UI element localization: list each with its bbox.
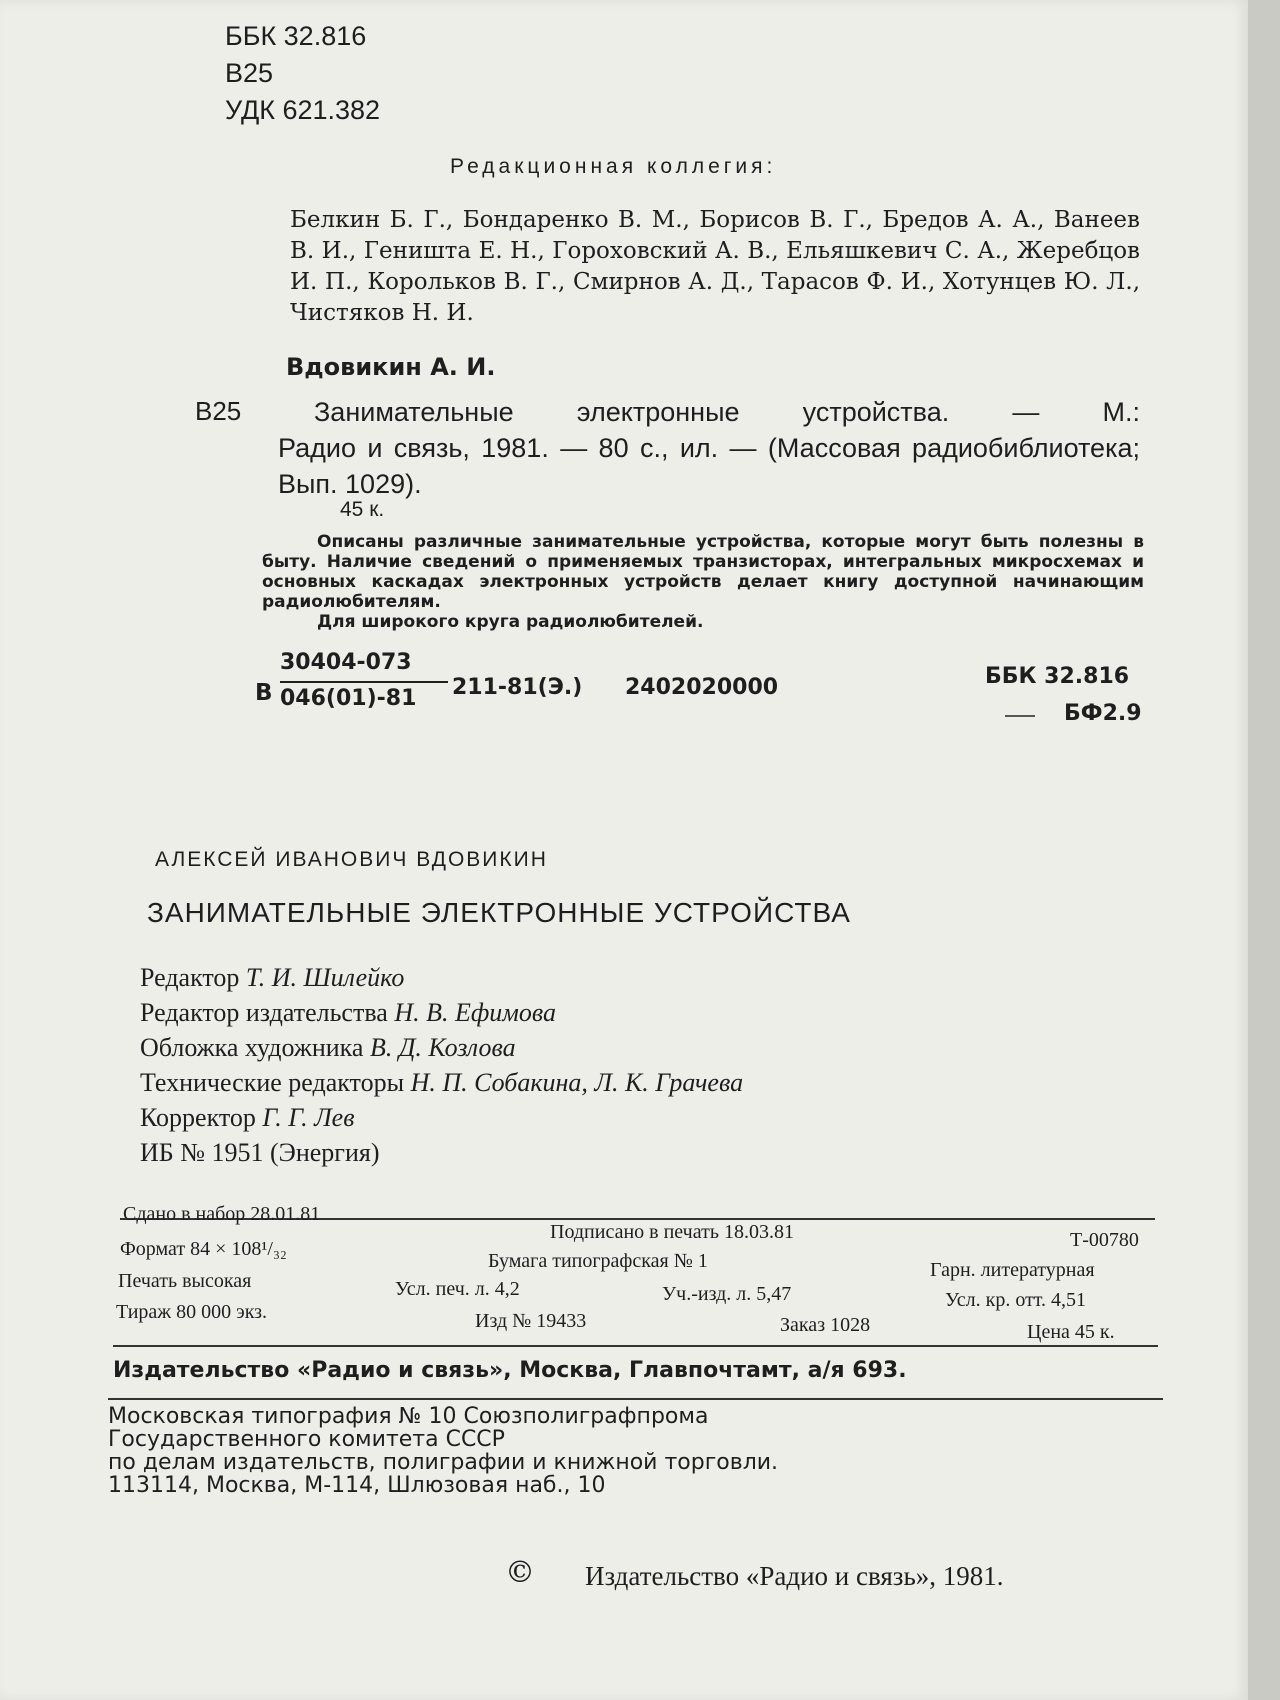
credit-name: Н. В. Ефимова — [394, 998, 557, 1027]
credit-publisher-editor — [140, 995, 743, 1030]
imprint-t-code: Т-00780 — [1070, 1229, 1139, 1251]
credit-role: Редактор — [140, 963, 240, 992]
formula-bf: БФ2.9 — [1064, 701, 1142, 726]
index-code: В25 — [225, 58, 274, 88]
formula-fraction-line — [280, 681, 448, 683]
credit-name: Г. Г. Лев — [262, 1103, 355, 1132]
publisher-address: Издательство «Радио и связь», Москва, Главпочтамт, а/я 693. — [113, 1358, 907, 1383]
bibliographic-author: Вдовикин А. И. — [286, 353, 496, 381]
bbk-code: ББК 32.816 — [225, 21, 367, 51]
printer-line-3: по делам издательств, полиграфии и книжной торговли. — [108, 1450, 779, 1475]
formula-number: 2402020000 — [625, 675, 779, 700]
formula-numerator: 30404-073 — [280, 650, 412, 675]
bibliographic-price: 45 к. — [340, 498, 385, 521]
printer-line-4: 113114, Москва, М-114, Шлюзовая наб., 10 — [108, 1473, 606, 1498]
copyright-text: Издательство «Радио и связь», 1981. — [585, 1561, 1004, 1591]
credit-proofreader — [140, 1100, 743, 1135]
imprint-usl-kr: Усл. кр. отт. 4,51 — [945, 1289, 1087, 1311]
copyright-icon: © — [505, 1555, 535, 1590]
imprint-tirazh: Тираж 80 000 экз. — [116, 1301, 268, 1323]
bibliographic-line-2: Радио и связь, 1981. — 80 с., ил. — (Массовая радиобиблиотека; Вып. 1029). — [278, 433, 1140, 499]
printer-info — [108, 1405, 778, 1497]
imprint-usl-pech: Усл. печ. л. 4,2 — [395, 1278, 520, 1300]
imprint-sent: Сдано в набор 28.01.81 — [123, 1203, 321, 1225]
imprint-printing: Печать высокая — [118, 1270, 252, 1292]
credit-tech-editors — [140, 1065, 743, 1100]
annotation — [262, 532, 1144, 632]
classification-codes — [225, 18, 380, 129]
imprint-rule-bottom — [108, 1398, 1163, 1400]
printer-line-1: Московская типография № 10 Союзполиграфпрома — [108, 1404, 709, 1429]
imprint-paper: Бумага типографская № 1 — [488, 1250, 708, 1272]
imprint-price: Цена 45 к. — [1027, 1321, 1115, 1343]
colophon-author: АЛЕКСЕЙ ИВАНОВИЧ ВДОВИКИН — [155, 848, 548, 871]
imprint-uch-izd: Уч.-изд. л. 5,47 — [662, 1283, 792, 1305]
annotation-audience: Для широкого круга радиолюбителей. — [317, 612, 704, 632]
credit-name: Н. П. Собакина, Л. К. Грачева — [410, 1068, 744, 1097]
formula-code: 211-81(Э.) — [452, 675, 583, 700]
ib-number: ИБ № 1951 (Энергия) — [140, 1138, 380, 1167]
credits-list — [140, 960, 743, 1170]
imprint-rule-middle — [113, 1345, 1158, 1347]
credit-name: Т. И. Шилейко — [245, 963, 405, 992]
annotation-text: Описаны различные занимательные устройства, которые могут быть полезны в быту. Наличие сведений о применяемых транзисторах, интегральных микросхемах и основных каскадах электронных устройств делает книгу доступной начинающим радиолюбителям. — [262, 532, 1144, 612]
editorial-board-title: Редакционная коллегия: — [450, 155, 777, 178]
udk-code: УДК 621.382 — [225, 95, 381, 125]
credit-role: Обложка художника — [140, 1033, 364, 1062]
credit-editor — [140, 960, 743, 995]
formula-bbk: ББК 32.816 — [985, 664, 1130, 689]
bibliographic-code: В25 — [195, 396, 242, 426]
show-through-ghost — [860, 10, 872, 44]
imprint-font: Гарн. литературная — [930, 1259, 1095, 1281]
printer-line-2: Государственного комитета СССР — [108, 1427, 505, 1452]
imprint-signed: Подписано в печать 18.03.81 — [550, 1221, 794, 1243]
bibliographic-line-1: Занимательные электронные устройства. — М.: — [314, 397, 1140, 427]
editorial-board-members: Белкин Б. Г., Бондаренко В. М., Борисов В. Г., Бредов А. А., Ванеев В. И., Геништа Е. Н., Гороховский А. В., Ельяшкевич С. А., Жеребцов И. П., Корольков В. Г., Смирнов А. Д., Тарасов Ф. И., Хотунцев Ю. Л., Чистяков Н. И. — [290, 207, 1140, 326]
credit-role: Корректор — [140, 1103, 256, 1132]
formula-denominator: 046(01)-81 — [280, 686, 417, 711]
imprint-izd: Изд № 19433 — [475, 1310, 587, 1332]
imprint-format: Формат 84 × 108¹/₃₂ — [120, 1238, 287, 1260]
formula-letter: В — [255, 680, 273, 706]
imprint-order: Заказ 1028 — [780, 1314, 871, 1336]
credit-cover-artist — [140, 1030, 743, 1065]
bf-dash — [1005, 715, 1035, 717]
credit-name: В. Д. Козлова — [369, 1033, 516, 1062]
colophon-title: ЗАНИМАТЕЛЬНЫЕ ЭЛЕКТРОННЫЕ УСТРОЙСТВА — [147, 897, 851, 928]
bibliographic-description — [278, 394, 1140, 502]
credit-role: Редактор издательства — [140, 998, 388, 1027]
credit-role: Технические редакторы — [140, 1068, 405, 1097]
